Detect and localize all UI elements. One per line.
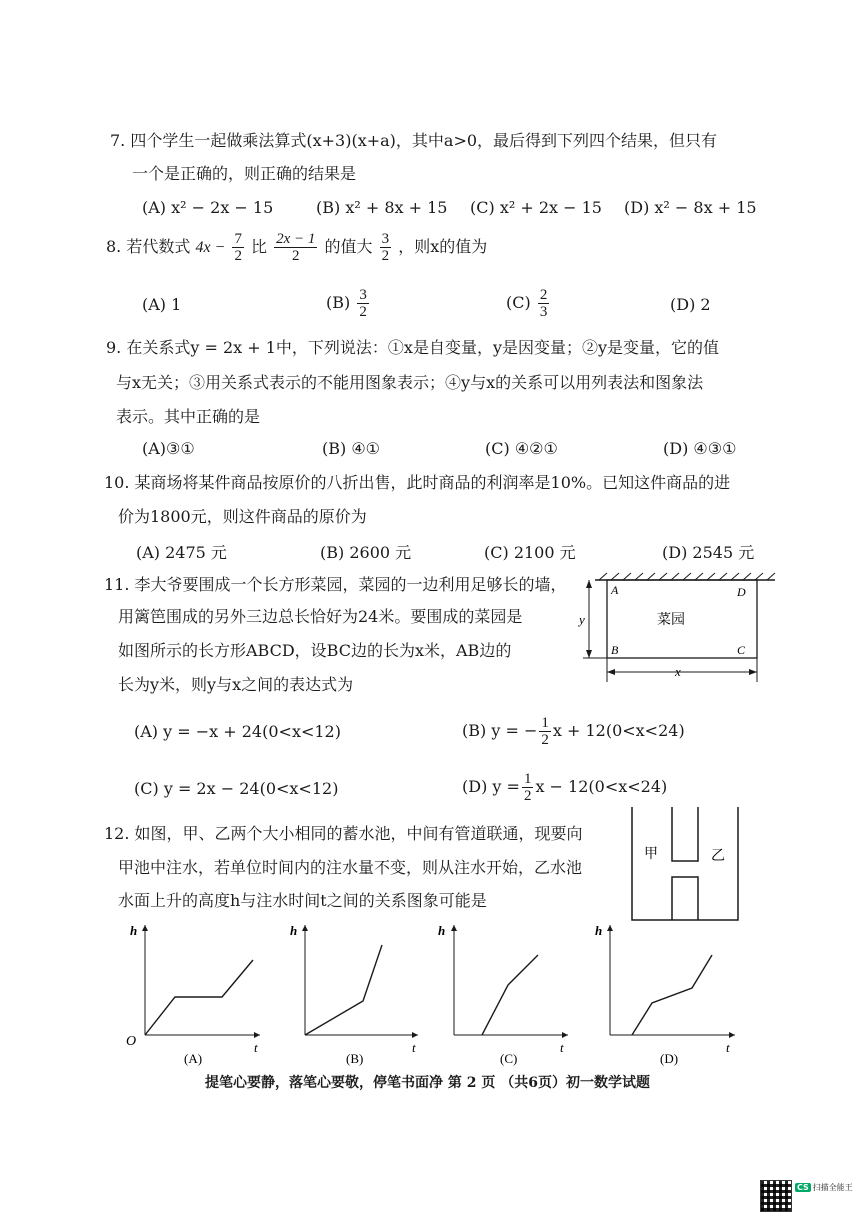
q8-frac3-den: 2 [381, 248, 390, 264]
q11-option-b-num: 1 [541, 715, 549, 731]
scanner-watermark [795, 1182, 853, 1193]
q8-option-b-den: 2 [359, 304, 367, 320]
q11-option-a: (A) y = −x + 24(0<x<12) [134, 722, 341, 741]
q12-line1: 12. 如图，甲、乙两个大小相同的蓄水池，中间有管道联通，现要向 [104, 824, 583, 843]
wall-hatching [599, 573, 775, 580]
q7-line2: 一个是正确的，则正确的结果是 [132, 164, 357, 183]
q8-frac3 [380, 231, 392, 264]
q11-option-d-num: 1 [523, 771, 532, 787]
q8-option-b [326, 284, 371, 322]
graph-c-t-label: t [560, 1040, 564, 1055]
q8-frac2 [274, 231, 317, 264]
q12-line3: 水面上升的高度h与注水时间t之间的关系图象可能是 [118, 891, 487, 910]
q11-option-d-pre: (D) y = [462, 777, 520, 796]
q11-option-b [462, 712, 685, 750]
q8-frac1-den: 2 [234, 248, 242, 264]
q11-option-d-post: x − 12(0<x<24) [535, 777, 668, 796]
q7-option-a: (A) x² − 2x − 15 [142, 198, 274, 217]
q8-frac2-num: 2x − 1 [276, 231, 316, 247]
graph-d-t-label: t [726, 1040, 730, 1055]
graph-c [438, 923, 568, 1066]
vertex-c: C [737, 643, 746, 657]
q8-stem [106, 228, 487, 267]
q10-line2: 价为1800元，则这件商品的原价为 [118, 507, 367, 526]
vertex-b: B [611, 643, 619, 657]
graph-b-caption: (B) [346, 1051, 364, 1066]
graph-a-origin: O [126, 1034, 137, 1049]
q7-option-c: (C) x² + 2x − 15 [470, 198, 602, 217]
graph-d [595, 923, 735, 1066]
graph-b [290, 923, 418, 1066]
q8-option-c-den: 3 [539, 304, 548, 320]
q9-option-a: (A)③① [142, 439, 195, 458]
q11-line3: 如图所示的长方形ABCD，设BC边的长为x米，AB边的 [118, 641, 512, 660]
q10-option-c: (C) 2100 元 [484, 543, 576, 562]
q11-option-d [462, 768, 667, 806]
graph-c-curve [482, 955, 538, 1035]
q10-option-d: (D) 2545 元 [662, 543, 755, 562]
q9-line1: 9. 在关系式y = 2x + 1中，下列说法：①x是自变量，y是因变量；②y是变量，它的值 [106, 338, 720, 357]
q7-option-d: (D) x² − 8x + 15 [624, 198, 757, 217]
graph-a-h-label: h [130, 923, 138, 938]
q11-option-d-den: 2 [523, 788, 532, 804]
graph-a-caption: (A) [184, 1051, 203, 1066]
q8-frac1-num: 7 [234, 231, 242, 247]
q8-mid2: 的值大 [324, 237, 373, 256]
graph-d-curve [632, 955, 712, 1035]
graph-d-caption: (D) [660, 1051, 679, 1066]
scanner-name: 扫描全能王 [812, 1183, 853, 1192]
tank-left-label: 甲 [644, 847, 658, 862]
graph-c-h-label: h [438, 923, 446, 938]
q8-option-b-num: 3 [359, 287, 367, 303]
graph-a-curve [145, 960, 253, 1035]
qr-code-icon [760, 1180, 792, 1212]
page-footer: 提笔心要静，落笔心要敬，停笔书面净 第 2 页 （共6页）初一数学试题 [205, 1075, 650, 1091]
q11-option-c: (C) y = 2x − 24(0<x<12) [134, 779, 339, 798]
q9-option-b: (B) ④① [322, 439, 381, 458]
tank-right-label: 乙 [711, 849, 725, 864]
tank-divider-top [672, 807, 698, 861]
dimension-x-label: x [675, 664, 681, 679]
q8-frac2-den: 2 [292, 248, 300, 264]
q9-line3: 表示。其中正确的是 [116, 407, 261, 426]
q8-mid: 比 [251, 237, 268, 256]
q11-option-b-post: x + 12(0<x<24) [552, 721, 685, 740]
q9-option-d: (D) ④③① [663, 439, 737, 458]
q11-option-b-pre: (B) y = − [462, 721, 538, 740]
q8-suffix: ，则x的值为 [398, 237, 488, 256]
graph-b-t-label: t [412, 1040, 416, 1055]
q8-option-a: (A) 1 [142, 295, 182, 314]
garden-label: 菜园 [657, 613, 685, 628]
q8-option-c-num: 2 [539, 287, 548, 303]
graph-d-h-label: h [595, 923, 603, 938]
q9-line2: 与x无关；③用关系式表示的不能用图象表示；④y与x的关系可以用列表法和图象法 [116, 373, 704, 392]
dimension-y-label: y [579, 612, 585, 627]
q8-option-d: (D) 2 [670, 295, 711, 314]
q11-line2: 用篱笆围成的另外三边总长恰好为24米。要围成的菜园是 [118, 607, 523, 626]
q11-option-b-den: 2 [541, 732, 549, 748]
q10-option-b: (B) 2600 元 [320, 543, 412, 562]
graph-b-h-label: h [290, 923, 298, 938]
vertex-d: D [737, 585, 746, 599]
q10-option-a: (A) 2475 元 [136, 543, 227, 562]
garden-figure [575, 572, 780, 684]
graph-b-curve [305, 945, 382, 1035]
answer-graphs [120, 915, 760, 1075]
q9-option-c: (C) ④②① [485, 439, 558, 458]
q8-option-b-label: (B) [326, 293, 351, 312]
q10-line1: 10. 某商场将某件商品按原价的八折出售，此时商品的利润率是10%。已知这件商品的进 [104, 473, 731, 492]
q11-line4: 长为y米，则y与x之间的表达式为 [118, 675, 354, 694]
q7-line1: 7. 四个学生一起做乘法算式(x+3)(x+a)，其中a>0，最后得到下列四个结果，但只有 [110, 131, 718, 150]
q7-option-b: (B) x² + 8x + 15 [316, 198, 448, 217]
scanner-badge: CS [797, 1183, 809, 1192]
q8-option-c-label: (C) [506, 293, 531, 312]
graph-a-t-label: t [254, 1040, 258, 1055]
q8-option-c [506, 284, 551, 322]
graph-a [126, 923, 260, 1066]
q8-frac1 [232, 231, 244, 264]
q8-expr1: 4x − [195, 239, 226, 256]
q12-line2: 甲池中注水，若单位时间内的注水量不变，则从注水开始，乙水池 [118, 858, 583, 877]
q8-prefix: 8. 若代数式 [106, 237, 191, 256]
tank-divider-bottom [672, 877, 698, 920]
q8-frac3-num: 3 [381, 231, 390, 247]
q11-line1: 11. 李大爷要围成一个长方形菜园，菜园的一边利用足够长的墙， [104, 575, 567, 594]
graph-c-caption: (C) [500, 1051, 518, 1066]
vertex-a: A [611, 583, 619, 597]
water-tanks-figure [628, 805, 743, 925]
